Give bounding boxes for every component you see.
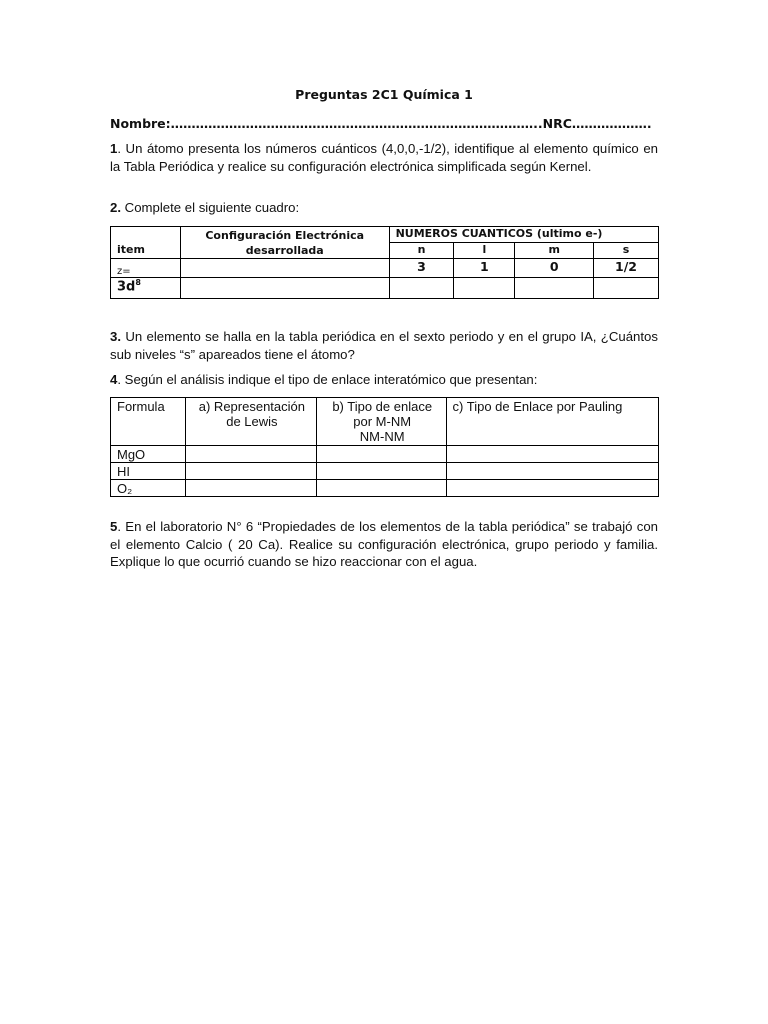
lewis-header-line2: de Lewis — [226, 414, 278, 429]
config-header: Configuración Electrónica desarrollada — [180, 227, 389, 259]
row-3d8-label — [111, 278, 181, 299]
formula-hi: HI — [111, 463, 186, 480]
question-2-text: Complete el siguiente cuadro: — [121, 200, 300, 215]
question-1 — [110, 140, 658, 175]
mgo-bond-type-cell[interactable] — [316, 446, 446, 463]
row-z-l-value: 1 — [454, 259, 515, 278]
quantum-numbers-table — [110, 226, 659, 299]
hi-bond-type-cell[interactable] — [316, 463, 446, 480]
bond-type-header-line2: por M-NM — [353, 414, 412, 429]
question-5 — [110, 518, 658, 571]
col-n-header: n — [389, 243, 454, 259]
formula-mgo: MgO — [111, 446, 186, 463]
bond-type-table — [110, 397, 659, 497]
pauling-header: c) Tipo de Enlace por Pauling — [446, 398, 658, 446]
row-3d8-s-cell[interactable] — [594, 278, 659, 299]
lewis-header-line1: a) Representación — [198, 399, 305, 414]
question-1-text: . Un átomo presenta los números cuánticos (4,0,0,-1/2), identifique al elemento químico en la Tabla Periódica y realice su configuración electrónica simplificada según Kernel. — [110, 141, 658, 174]
question-4 — [110, 371, 658, 389]
name-nrc-line: Nombre:……………………………………………………………………………..NRC………………. — [110, 116, 652, 131]
question-4-number: 4 — [110, 372, 118, 387]
question-5-text: . En el laboratorio N° 6 “Propiedades de los elementos de la tabla periódica” se trabajó con el elemento Calcio ( 20 Ca). Realice su configuración electrónica, grupo periodo y familia. Explique lo que ocurrió cuando se hizo reaccionar con el agua. — [110, 519, 658, 569]
question-2 — [110, 199, 658, 217]
col-l-header: l — [454, 243, 515, 259]
hi-pauling-cell[interactable] — [446, 463, 658, 480]
o2-bond-type-cell[interactable] — [316, 480, 446, 497]
bond-type-header-line1: b) Tipo de enlace — [332, 399, 433, 414]
question-3-text: Un elemento se halla en la tabla periódica en el sexto periodo y en el grupo IA, ¿Cuántos sub niveles “s” apareados tiene el átomo? — [110, 329, 658, 362]
bond-type-header — [316, 398, 446, 446]
row-3d8-l-cell[interactable] — [454, 278, 515, 299]
row-z-m-value: 0 — [515, 259, 594, 278]
question-1-number: 1 — [110, 141, 118, 156]
bond-type-header-line3: NM-NM — [359, 429, 405, 444]
col-m-header: m — [515, 243, 594, 259]
row-z-s-value: 1/2 — [594, 259, 659, 278]
row-z-config-cell[interactable] — [180, 259, 389, 278]
formula-o2: O₂ — [111, 480, 186, 497]
mgo-lewis-cell[interactable] — [185, 446, 316, 463]
question-2-number: 2. — [110, 200, 121, 215]
formula-header: Formula — [111, 398, 186, 446]
item-header: item — [111, 227, 181, 259]
row-3d8-config-cell[interactable] — [180, 278, 389, 299]
row-3d8-base: 3d — [117, 279, 136, 295]
question-5-number: 5 — [110, 519, 118, 534]
row-z-label: z= — [111, 259, 181, 278]
row-3d8-m-cell[interactable] — [515, 278, 594, 299]
question-4-text: . Según el análisis indique el tipo de enlace interatómico que presentan: — [117, 372, 538, 387]
hi-lewis-cell[interactable] — [185, 463, 316, 480]
row-3d8-superscript: 8 — [135, 278, 141, 287]
row-3d8-n-cell[interactable] — [389, 278, 454, 299]
quantum-numbers-header: NUMEROS CUANTICOS (ultimo e-) — [389, 227, 658, 243]
row-z-n-value: 3 — [389, 259, 454, 278]
mgo-pauling-cell[interactable] — [446, 446, 658, 463]
o2-pauling-cell[interactable] — [446, 480, 658, 497]
document-title: Preguntas 2C1 Química 1 — [295, 87, 473, 102]
lewis-header — [185, 398, 316, 446]
question-3-number: 3. — [110, 329, 121, 344]
o2-lewis-cell[interactable] — [185, 480, 316, 497]
col-s-header: s — [594, 243, 659, 259]
question-3 — [110, 328, 658, 363]
